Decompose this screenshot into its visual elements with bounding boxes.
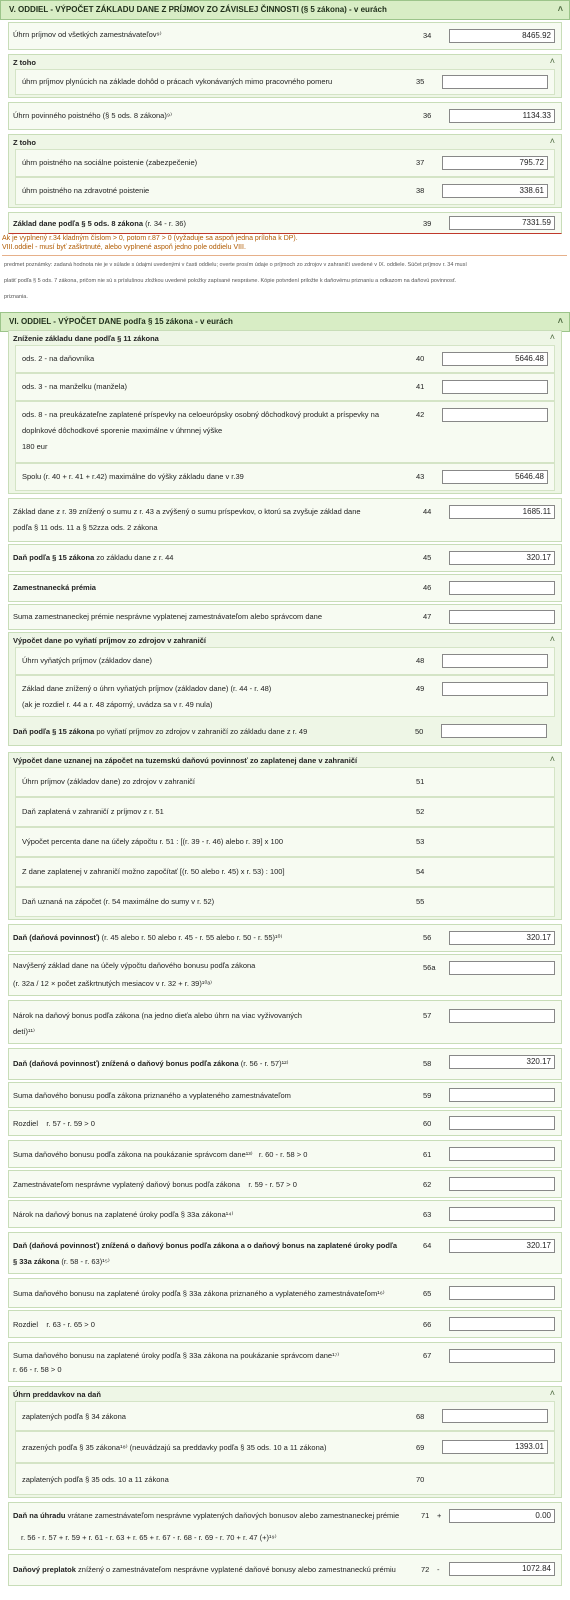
row-50-number: 50 <box>415 727 424 736</box>
row-39-number: 39 <box>423 219 432 228</box>
row-70-label: zaplatených podľa § 35 ods. 10 a 11 zákona <box>22 1475 169 1484</box>
row-50 <box>9 719 561 743</box>
row-71-sign: + <box>437 1511 442 1520</box>
row-72-input[interactable]: 1072.84 <box>449 1562 555 1576</box>
row-37-input[interactable]: 795.72 <box>442 156 548 170</box>
row-59 <box>8 1082 562 1108</box>
row-43-label: Spolu (r. 40 + r. 41 + r.42) maximálne do výšky základu dane v r.39 <box>22 472 244 481</box>
row-60-number: 60 <box>423 1119 432 1128</box>
row-61-input[interactable] <box>449 1147 555 1161</box>
znizenie-group <box>8 330 562 494</box>
row-55-number: 55 <box>416 897 425 906</box>
row-56-label: Daň (daňová povinnosť) (r. 45 alebo r. 50 alebo r. 45 - r. 55 alebo r. 50 - r. 55)¹⁰⁾ <box>13 933 283 942</box>
row-52-label: Daň zaplatená v zahraničí z príjmov z r. 51 <box>22 807 164 816</box>
row-42-number: 42 <box>416 410 425 419</box>
row-42-label-3: 180 eur <box>22 442 48 451</box>
row-47 <box>8 604 562 630</box>
row-45-number: 45 <box>423 553 432 562</box>
row-42-label-1: ods. 8 - na preukázateľne zaplatené príspevky na celoeurópsky osobný dôchodkový produkt a príspevky na <box>22 410 379 419</box>
row-72 <box>8 1554 562 1586</box>
row-37-label: úhrn poistného na sociálne poistenie (zabezpečenie) <box>22 158 198 167</box>
znizenie-title: Zníženie základu dane podľa § 11 zákona <box>13 334 159 343</box>
row-38-input[interactable]: 338.61 <box>442 184 548 198</box>
note-line-2: platiť podľa § 5 ods. 7 zákona, pričom nie sú s príslušnou zložkou uvedené položky zapísané nesprávne. Kópie potvrdení priložte k daňovému priznaniu a odkazom na daňovú povinnosť. <box>4 278 457 284</box>
row-35 <box>15 69 555 95</box>
zapocet-title: Výpočet dane uznanej na zápočet na tuzemskú daňovú povinnosť zo zaplatenej dane v zahraničí <box>13 756 358 765</box>
row-48-label: Úhrn vyňatých príjmov (základov dane) <box>22 656 153 665</box>
row-40-label: ods. 2 - na daňovníka <box>22 354 95 363</box>
row-54-number: 54 <box>416 867 425 876</box>
z-toho-group-1 <box>8 54 562 98</box>
row-61-number: 61 <box>423 1150 432 1159</box>
row-59-number: 59 <box>423 1091 432 1100</box>
collapse-chevron-icon[interactable]: ˄ <box>549 136 555 146</box>
row-46-input[interactable] <box>449 581 555 595</box>
row-53-number: 53 <box>416 837 425 846</box>
z-toho-label-1: Z toho <box>13 58 36 67</box>
row-41-input[interactable] <box>442 380 548 394</box>
row-44-input[interactable]: 1685.11 <box>449 505 555 519</box>
collapse-chevron-icon[interactable]: ˄ <box>557 4 563 14</box>
collapse-chevron-icon[interactable]: ˄ <box>549 56 555 66</box>
row-68 <box>15 1401 555 1431</box>
row-35-number: 35 <box>416 77 425 86</box>
row-52 <box>15 797 555 827</box>
collapse-chevron-icon[interactable]: ˄ <box>549 332 555 342</box>
row-48 <box>15 647 555 675</box>
row-39-input[interactable]: 7331.59 <box>449 216 555 230</box>
row-44-label-1: Základ dane z r. 39 znížený o sumu z r. 43 a zvýšený o sumu príspevkov, o ktorú sa zvyšuje základ dane <box>13 507 361 516</box>
row-44 <box>8 498 562 542</box>
validation-warning-2: VIII.oddiel - musí byť zaškrtnuté, alebo vyplnené aspoň jedno pole oddielu VIII. <box>2 244 246 251</box>
row-69-number: 69 <box>416 1443 425 1452</box>
row-41-label: ods. 3 - na manželku (manžela) <box>22 382 128 391</box>
row-67-input[interactable] <box>449 1349 555 1363</box>
row-36-number: 36 <box>423 111 432 120</box>
row-61-label: Suma daňového bonusu podľa zákona na poukázanie správcom dane¹³⁾ r. 60 - r. 58 > 0 <box>13 1150 308 1159</box>
row-36-input[interactable]: 1134.33 <box>449 109 555 123</box>
row-49-label-2: (ak je rozdiel r. 44 a r. 48 záporný, uvádza sa v r. 49 nula) <box>22 700 213 709</box>
row-44-label-2: podľa § 11 ods. 11 a § 52zza ods. 2 zákona <box>13 523 158 532</box>
row-68-input[interactable] <box>442 1409 548 1423</box>
row-56a-input[interactable] <box>449 961 555 975</box>
note-line-3: priznania. <box>4 294 28 300</box>
row-60-input[interactable] <box>449 1116 555 1130</box>
row-47-label: Suma zamestnaneckej prémie nesprávne vyplatenej zamestnávateľom alebo správcom dane <box>13 612 323 621</box>
row-42-input[interactable] <box>442 408 548 422</box>
zahranicie-title: Výpočet dane po vyňatí príjmov zo zdrojov v zahraničí <box>13 636 206 645</box>
row-35-input[interactable] <box>442 75 548 89</box>
validation-warning-1: Ak je vyplnený r.34 kladným číslom > 0, potom r.87 > 0 (vyžaduje sa aspoň jedna príloha k DP). <box>2 235 298 242</box>
row-41 <box>15 373 555 401</box>
row-46-number: 46 <box>423 583 432 592</box>
row-59-input[interactable] <box>449 1088 555 1102</box>
row-66 <box>8 1310 562 1338</box>
row-71-input[interactable]: 0.00 <box>449 1509 555 1523</box>
row-64-label-1: Daň (daňová povinnosť) znížená o daňový bonus podľa zákona a o daňový bonus na zaplatené úroky podľa <box>13 1241 398 1250</box>
section-v-title: V. ODDIEL - VÝPOČET ZÁKLADU DANE Z PRÍJMOV ZO ZÁVISLEJ ČINNOSTI (§ 5 zákona) - v eurách <box>9 5 387 14</box>
row-58-input[interactable]: 320.17 <box>449 1055 555 1069</box>
row-71-label-2: r. 56 - r. 57 + r. 59 + r. 61 - r. 63 + r. 65 + r. 67 - r. 68 - r. 69 - r. 70 + r. 47 (+)¹⁹⁾ <box>21 1533 277 1542</box>
row-64-number: 64 <box>423 1241 432 1250</box>
row-58-number: 58 <box>423 1059 432 1068</box>
row-34-number: 34 <box>423 31 432 40</box>
row-66-number: 66 <box>423 1320 432 1329</box>
row-67 <box>8 1342 562 1382</box>
row-66-input[interactable] <box>449 1317 555 1331</box>
row-60-label: Rozdiel r. 57 - r. 59 > 0 <box>13 1119 95 1128</box>
row-37-number: 37 <box>416 158 425 167</box>
row-65-number: 65 <box>423 1289 432 1298</box>
row-49-number: 49 <box>416 684 425 693</box>
row-49-input[interactable] <box>442 682 548 696</box>
row-56a-label-1: Navýšený základ dane na účely výpočtu daňového bonusu podľa zákona <box>13 961 256 970</box>
row-53 <box>15 827 555 857</box>
row-68-label: zaplatených podľa § 34 zákona <box>22 1412 126 1421</box>
row-56 <box>8 924 562 952</box>
row-69-input[interactable]: 1393.01 <box>442 1440 548 1454</box>
row-46-label: Zamestnanecká prémia <box>13 583 96 592</box>
preddavky-title: Úhrn preddavkov na daň <box>13 1390 101 1399</box>
row-63 <box>8 1200 562 1228</box>
row-65-input[interactable] <box>449 1286 555 1300</box>
row-55 <box>15 887 555 917</box>
row-38 <box>15 177 555 205</box>
row-58 <box>8 1048 562 1080</box>
row-34 <box>8 22 562 50</box>
row-53-label: Výpočet percenta dane na účely zápočtu r. 51 : [(r. 39 - r. 46) alebo r. 39] x 100 <box>22 837 283 846</box>
row-64 <box>8 1232 562 1274</box>
row-66-label: Rozdiel r. 63 - r. 65 > 0 <box>13 1320 95 1329</box>
zahranicie-group <box>8 632 562 746</box>
row-43 <box>15 463 555 491</box>
row-71 <box>8 1502 562 1550</box>
row-64-input[interactable]: 320.17 <box>449 1239 555 1253</box>
row-50-input[interactable] <box>441 724 547 738</box>
divider <box>2 255 567 256</box>
row-57-number: 57 <box>423 1011 432 1020</box>
section-v-header[interactable] <box>0 0 570 20</box>
section-vi-title: VI. ODDIEL - VÝPOČET DANE podľa § 15 zákona - v eurách <box>9 317 233 326</box>
row-59-label: Suma daňového bonusu podľa zákona priznaného a vyplateného zamestnávateľom <box>13 1091 291 1100</box>
row-70 <box>15 1463 555 1495</box>
section-vi-header[interactable] <box>0 312 570 332</box>
row-72-label: Daňový preplatok znížený o zamestnávateľom nesprávne vyplatené daňové bonusy alebo zamestnaneckú prémiu <box>13 1565 396 1574</box>
row-62-input[interactable] <box>449 1177 555 1191</box>
collapse-chevron-icon[interactable]: ˄ <box>557 316 563 326</box>
row-50-label: Daň podľa § 15 zákona po vyňatí príjmov zo zdrojov v zahraničí zo základu dane z r. 49 <box>13 727 308 736</box>
row-69 <box>15 1431 555 1463</box>
row-34-input[interactable]: 8465.92 <box>449 29 555 43</box>
row-46 <box>8 574 562 602</box>
row-41-number: 41 <box>416 382 425 391</box>
row-61 <box>8 1140 562 1168</box>
row-39-label: Základ dane podľa § 5 ods. 8 zákona (r. 34 - r. 36) <box>13 219 186 228</box>
row-56a-label-2: (r. 32a / 12 × počet zaškrtnutých mesiacov v r. 32 + r. 39)¹⁰ᵃ⁾ <box>13 979 212 988</box>
row-63-label: Nárok na daňový bonus na zaplatené úroky podľa § 33a zákona¹⁴⁾ <box>13 1210 234 1219</box>
row-67-label-2: r. 66 - r. 58 > 0 <box>13 1365 62 1374</box>
collapse-chevron-icon[interactable]: ˄ <box>549 634 555 644</box>
row-71-number: 71 <box>421 1511 430 1520</box>
note-line-1: predmet poznámky: zadaná hodnota nie je v súlade s údajmi uvedenými v časti oddielu; overte prosím údaje o príjmoch zo zdrojov v zahraničí uvedené v IX. oddiele. Súčet príjmov r. 34 musí <box>4 262 467 268</box>
row-38-number: 38 <box>416 186 425 195</box>
row-51-label: Úhrn príjmov (základov dane) zo zdrojov v zahraničí <box>22 777 195 786</box>
row-70-number: 70 <box>416 1475 425 1484</box>
row-57-label-1: Nárok na daňový bonus podľa zákona (na jedno dieťa alebo úhrn na viac vyživovaných <box>13 1011 302 1020</box>
zapocet-group <box>8 752 562 920</box>
row-52-number: 52 <box>416 807 425 816</box>
row-72-number: 72 <box>421 1565 430 1574</box>
row-35-label: úhrn príjmov plynúcich na základe dohôd o prácach vykonávaných mimo pracovného pomeru <box>22 77 333 86</box>
row-51 <box>15 767 555 797</box>
row-65-label: Suma daňového bonusu na zaplatené úroky podľa § 33a zákona priznaného a vyplateného zamestnávateľom¹⁶⁾ <box>13 1289 385 1298</box>
row-39 <box>8 212 562 234</box>
row-36 <box>8 102 562 130</box>
row-40 <box>15 345 555 373</box>
preddavky-group <box>8 1386 562 1498</box>
row-38-label: úhrn poistného na zdravotné poistenie <box>22 186 150 195</box>
row-47-input[interactable] <box>449 610 555 624</box>
row-36-label: Úhrn povinného poistného (§ 5 ods. 8 zákona)⁹⁾ <box>13 111 172 120</box>
row-48-number: 48 <box>416 656 425 665</box>
row-57 <box>8 1000 562 1044</box>
row-56a-number: 56a <box>423 963 436 972</box>
row-40-input[interactable]: 5646.48 <box>442 352 548 366</box>
z-toho-label-2: Z toho <box>13 138 36 147</box>
row-58-label: Daň (daňová povinnosť) znížená o daňový bonus podľa zákona (r. 56 - r. 57)¹²⁾ <box>13 1059 289 1068</box>
row-42 <box>15 401 555 463</box>
row-45 <box>8 544 562 572</box>
row-34-label: Úhrn príjmov od všetkých zamestnávateľov⁹⁾ <box>13 30 162 39</box>
row-63-input[interactable] <box>449 1207 555 1221</box>
row-60 <box>8 1110 562 1136</box>
row-44-number: 44 <box>423 507 432 516</box>
row-55-label: Daň uznaná na zápočet (r. 54 maximálne do sumy v r. 52) <box>22 897 215 906</box>
row-62 <box>8 1170 562 1198</box>
row-71-label-1: Daň na úhradu vrátane zamestnávateľom nesprávne vyplatených daňových bonusov alebo zamestnaneckej prémie <box>13 1511 400 1520</box>
row-54-label: Z dane zaplatenej v zahraničí možno započítať [(r. 50 alebo r. 45) x r. 53) : 100] <box>22 867 285 876</box>
row-47-number: 47 <box>423 612 432 621</box>
row-67-label-1: Suma daňového bonusu na zaplatené úroky podľa § 33a zákona na poukázanie správcom dane¹⁷⁾ <box>13 1351 340 1360</box>
row-49 <box>15 675 555 717</box>
collapse-chevron-icon[interactable]: ˄ <box>549 754 555 764</box>
row-42-label-2: doplnkové dôchodkové sporenie maximálne v úhrnnej výške <box>22 426 223 435</box>
row-56-input[interactable]: 320.17 <box>449 931 555 945</box>
row-62-number: 62 <box>423 1180 432 1189</box>
row-62-label: Zamestnávateľom nesprávne vyplatený daňový bonus podľa zákona r. 59 - r. 57 > 0 <box>13 1180 297 1189</box>
row-57-label-2: detí)¹¹⁾ <box>13 1027 35 1036</box>
row-69-label: zrazených podľa § 35 zákona¹⁸⁾ (neuvádzajú sa preddavky podľa § 35 ods. 10 a 11 zákona) <box>22 1443 327 1452</box>
row-67-number: 67 <box>423 1351 432 1360</box>
row-65 <box>8 1278 562 1308</box>
row-49-label-1: Základ dane znížený o úhrn vyňatých príjmov (základov dane) (r. 44 - r. 48) <box>22 684 272 693</box>
row-63-number: 63 <box>423 1210 432 1219</box>
collapse-chevron-icon[interactable]: ˄ <box>549 1388 555 1398</box>
row-68-number: 68 <box>416 1412 425 1421</box>
row-51-number: 51 <box>416 777 425 786</box>
row-56a <box>8 954 562 996</box>
row-45-input[interactable]: 320.17 <box>449 551 555 565</box>
row-72-sign: - <box>437 1565 440 1574</box>
row-37 <box>15 149 555 177</box>
row-45-label: Daň podľa § 15 zákona zo základu dane z r. 44 <box>13 553 174 562</box>
row-48-input[interactable] <box>442 654 548 668</box>
row-43-number: 43 <box>416 472 425 481</box>
row-54 <box>15 857 555 887</box>
row-40-number: 40 <box>416 354 425 363</box>
z-toho-group-2 <box>8 134 562 208</box>
row-43-input[interactable]: 5646.48 <box>442 470 548 484</box>
row-57-input[interactable] <box>449 1009 555 1023</box>
row-64-label-2: § 33a zákona (r. 58 - r. 63)¹⁵⁾ <box>13 1257 110 1266</box>
row-56-number: 56 <box>423 933 432 942</box>
